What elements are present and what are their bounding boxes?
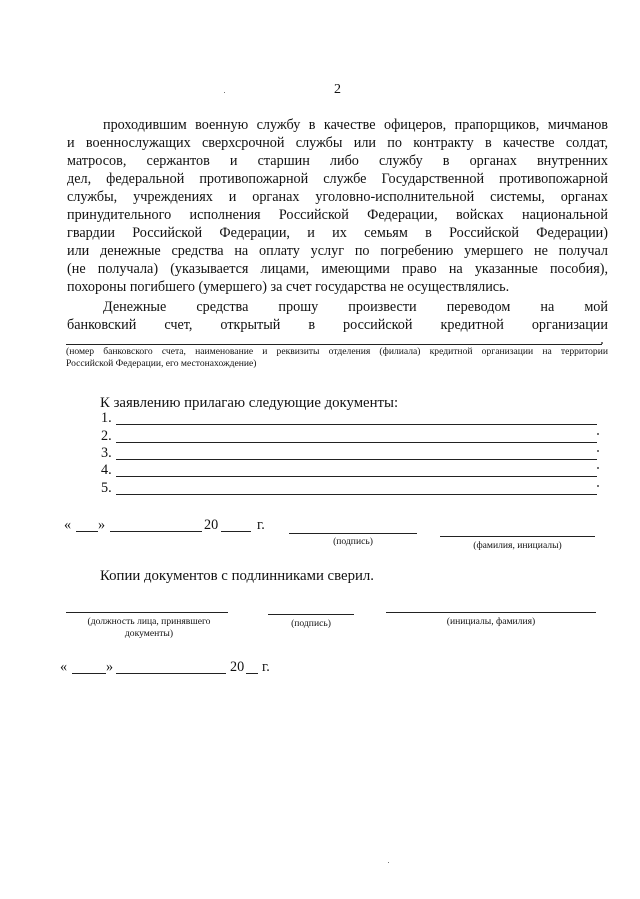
- attachment-field-line-5[interactable]: [116, 494, 597, 495]
- attachment-field-line-4[interactable]: [116, 476, 597, 477]
- text-line: (не получала) (указывается лицами, имеющими право на указанные пособия),: [67, 261, 608, 277]
- surname-initials-caption: (фамилия, инициалы): [473, 540, 562, 551]
- text-line: Денежные средства прошу произвести переводом на мой: [103, 299, 608, 315]
- date-open-quote: «: [60, 659, 68, 675]
- attachment-field-line-1[interactable]: [116, 424, 597, 425]
- attachments-heading: К заявлению прилагаю следующие документы:: [100, 395, 399, 411]
- bank-account-field-line[interactable]: [66, 344, 602, 345]
- text-line: гвардии Российской Федерации, и их семьям в Российской Федерации): [67, 225, 608, 241]
- text-line: проходившим военную службу в качестве офицеров, прапорщиков, мичманов: [103, 117, 608, 133]
- list-item-number: 4.: [101, 462, 112, 478]
- surname-initials-field[interactable]: [440, 536, 595, 537]
- date-year-suffix: г.: [257, 517, 265, 533]
- verifier-initials-caption: (инициалы, фамилия): [446, 616, 536, 627]
- date-year-field[interactable]: [246, 673, 258, 674]
- signature-caption: (подпись): [333, 536, 373, 547]
- copies-verified-heading: Копии документов с подлинниками сверил.: [100, 568, 374, 584]
- date-year-field[interactable]: [221, 531, 251, 532]
- page-number: 2: [334, 82, 341, 97]
- verifier-position-field[interactable]: [66, 612, 228, 613]
- text-line: матросов, сержантов и старшин либо службу в органах внутренних: [67, 153, 608, 169]
- verifier-initials-field[interactable]: [386, 612, 596, 613]
- verifier-signature-field[interactable]: [268, 614, 354, 615]
- text-line: банковский счет, открытый в российской кредитной организации: [67, 317, 608, 333]
- line-end-dot: [601, 342, 603, 344]
- list-item-number: 3.: [101, 445, 112, 461]
- signature-field[interactable]: [289, 533, 417, 534]
- bank-account-caption: Российской Федерации, его местонахождение): [66, 358, 257, 369]
- date-year-suffix: г.: [262, 659, 270, 675]
- text-line: похороны погибшего (умершего) за счет государства не осуществлялись.: [67, 279, 510, 295]
- text-line: и военнослужащих сверхсрочной службы или по контракту в качестве солдат,: [67, 135, 608, 151]
- date-open-quote: «: [64, 517, 72, 533]
- attachment-field-line-3[interactable]: [116, 459, 597, 460]
- date-close-quote: »: [106, 659, 114, 675]
- line-end-dot: [597, 485, 599, 487]
- verifier-position-caption: (должность лица, принявшего документы): [87, 616, 211, 639]
- line-end-dot: [597, 450, 599, 452]
- scan-speck: [388, 862, 389, 863]
- attachment-field-line-2[interactable]: [116, 442, 597, 443]
- text-line: принудительного исполнения Российской Федерации, войсках национальной: [67, 207, 608, 223]
- date-year-prefix: 20: [230, 659, 245, 675]
- date-day-field[interactable]: [76, 531, 98, 532]
- list-item-number: 1.: [101, 410, 112, 426]
- line-end-dot: [597, 433, 599, 435]
- line-end-dot: [597, 467, 599, 469]
- bank-account-caption: (номер банковского счета, наименование и реквизиты отделения (филиала) кредитной организации на территории: [66, 346, 608, 357]
- date-day-field[interactable]: [72, 673, 106, 674]
- list-item-number: 2.: [101, 428, 112, 444]
- verifier-signature-caption: (подпись): [291, 618, 331, 629]
- text-line: службы, учреждениях и органах уголовно-исполнительной системы, органах: [67, 189, 608, 205]
- date-month-field[interactable]: [116, 673, 226, 674]
- text-line: или денежные средства на оплату услуг по погребению умершего не получал: [67, 243, 608, 259]
- date-month-field[interactable]: [110, 531, 202, 532]
- date-close-quote: »: [98, 517, 106, 533]
- date-year-prefix: 20: [204, 517, 219, 533]
- list-item-number: 5.: [101, 480, 112, 496]
- text-line: дел, федеральной противопожарной службе Государственной противопожарной: [67, 171, 608, 187]
- scan-speck: [224, 92, 225, 93]
